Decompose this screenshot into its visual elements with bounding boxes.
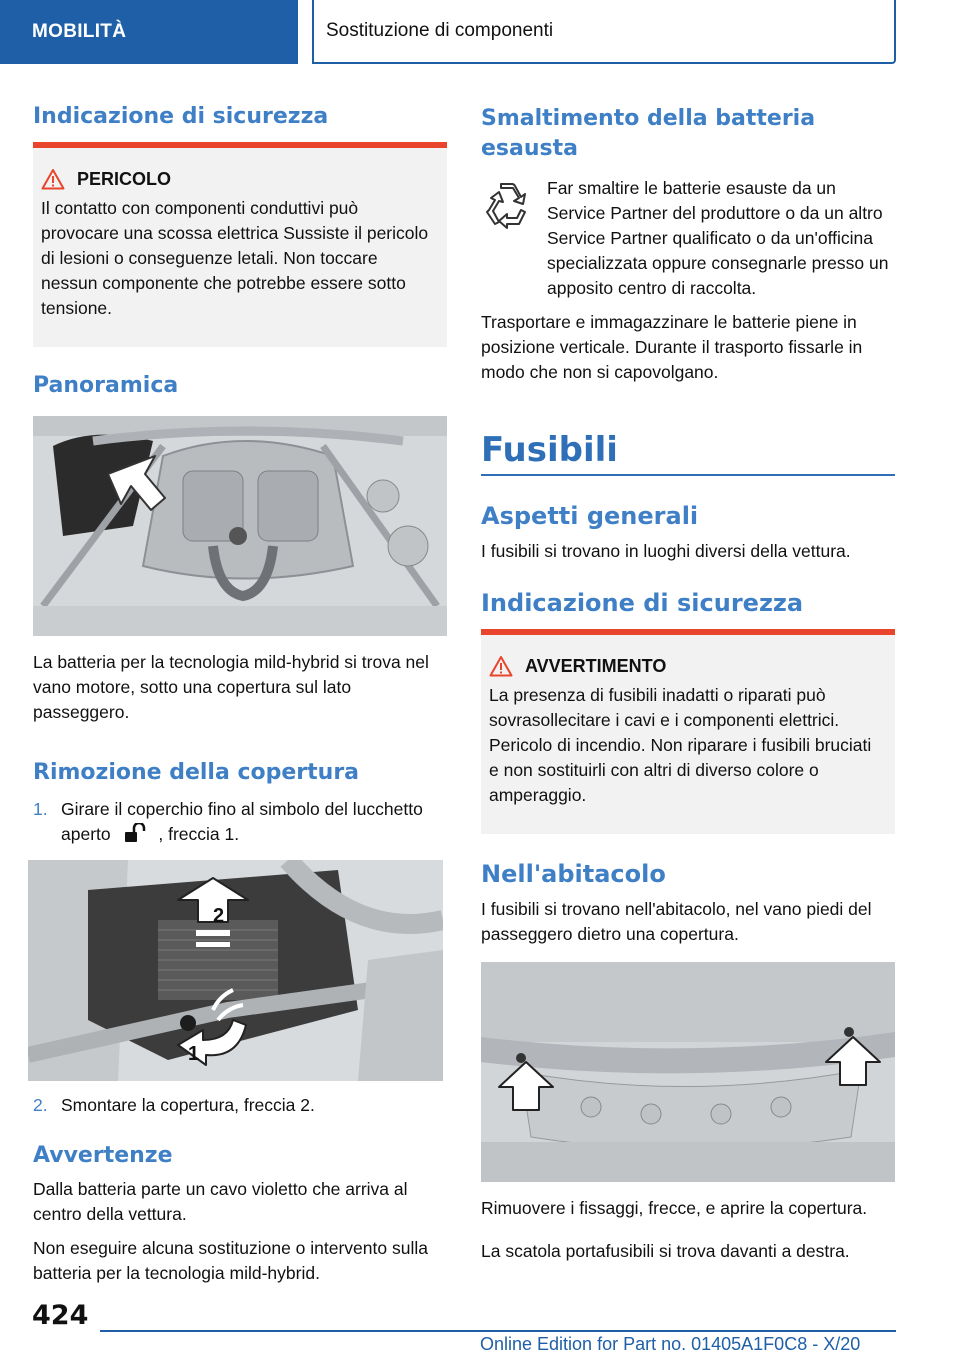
engine-illustration: [33, 416, 447, 636]
engine-bay-photo: [33, 416, 447, 636]
notes-heading: Avvertenze: [33, 1143, 173, 1168]
warning-triangle-icon: [41, 168, 65, 190]
danger-text: Il contatto con componenti conduttivi può provocare una scossa elettrica Sussiste il pericolo di lesioni o conseguenze letali. Non toccare nessun componente che potrebbe essere sotto tensione.: [41, 198, 429, 318]
footer-rule: [100, 1330, 896, 1332]
disposal-heading: Smaltimento della batteria esausta: [481, 106, 816, 161]
transport-text: Trasportare e immagazzinare le batterie piene in posizione verticale. Durante il trasporto fissarle in modo che non si capovolgano.: [481, 312, 863, 382]
section-tab: [0, 0, 298, 64]
step1-number: 1.: [33, 799, 48, 819]
warning-label: AVVERTIMENTO: [525, 655, 667, 676]
chapter-tab: [312, 0, 896, 64]
cabin-heading: Nell'abitacolo: [481, 860, 666, 888]
cabin-text: I fusibili si trovano nell'abitacolo, nel vano piedi del passeggero dietro una copertura.: [481, 899, 872, 944]
fuses-rule: [481, 474, 895, 476]
general-text: I fusibili si trovano in luoghi diversi della vettura.: [481, 541, 851, 561]
edition-link[interactable]: Online Edition for Part no. 01405A1F0C8 - X/20: [480, 1334, 861, 1354]
fusebox-text: La scatola portafusibili si trova davanti a destra.: [481, 1241, 850, 1261]
footwell-illustration: [481, 962, 895, 1182]
overview-text: La batteria per la tecnologia mild-hybrid si trova nel vano motore, sotto una copertura sul lato passeggero.: [33, 652, 429, 722]
danger-label: PERICOLO: [77, 168, 172, 189]
footwell-photo: [481, 962, 895, 1182]
open-padlock-icon: [122, 823, 148, 843]
warning-text: La presenza di fusibili inadatti o riparati può sovrasollecitare i cavi e i componenti elettrici. Pericolo di incendio. Non riparare i fusibili bruciati e non sostituirli con altri di diverso colore o amperaggio.: [489, 685, 872, 805]
step2-number: 2.: [33, 1095, 48, 1115]
removal-heading: Rimozione della copertura: [33, 760, 360, 785]
step1-text: Girare il coperchio fino al simbolo del lucchetto aperto , freccia 1.: [61, 799, 423, 844]
recycling-icon: [481, 180, 533, 237]
chapter-title: Sostituzione di componenti: [326, 20, 554, 41]
notes-text-2: Non eseguire alcuna sostituzione o intervento sulla batteria per la tecnologia mild-hybrid.: [33, 1238, 428, 1283]
overview-heading: Panoramica: [33, 373, 179, 398]
safety-heading-right: Indicazione di sicurezza: [481, 589, 804, 617]
cover-illustration: [28, 860, 443, 1081]
label-2: 2: [213, 905, 225, 927]
cabin-caption: Rimuovere i fissaggi, frecce, e aprire la copertura.: [481, 1198, 868, 1218]
danger-box: [33, 142, 447, 347]
recycle-icon: [481, 180, 533, 232]
cover-photo: [28, 860, 443, 1081]
warning-triangle-icon: [489, 655, 513, 677]
section-title: MOBILITÀ: [32, 21, 127, 42]
label-1: 1: [188, 1043, 200, 1065]
page-number: 424: [32, 1300, 89, 1331]
warning-box: [481, 629, 895, 834]
step2-text: Smontare la copertura, freccia 2.: [61, 1095, 315, 1115]
fuses-heading: Fusibili: [481, 430, 618, 470]
notes-text-1: Dalla batteria parte un cavo violetto che arriva al centro della vettura.: [33, 1179, 408, 1224]
general-heading: Aspetti generali: [481, 502, 699, 530]
disposal-text-first: Far smaltire le batterie esauste da un Service Partner del produttore o da un altro Service Partner qualificato o da un'officina specializzata oppure consegnarle presso un apposito centro di raccolta.: [547, 178, 889, 298]
safety-heading-left: Indicazione di sicurezza: [33, 104, 329, 129]
